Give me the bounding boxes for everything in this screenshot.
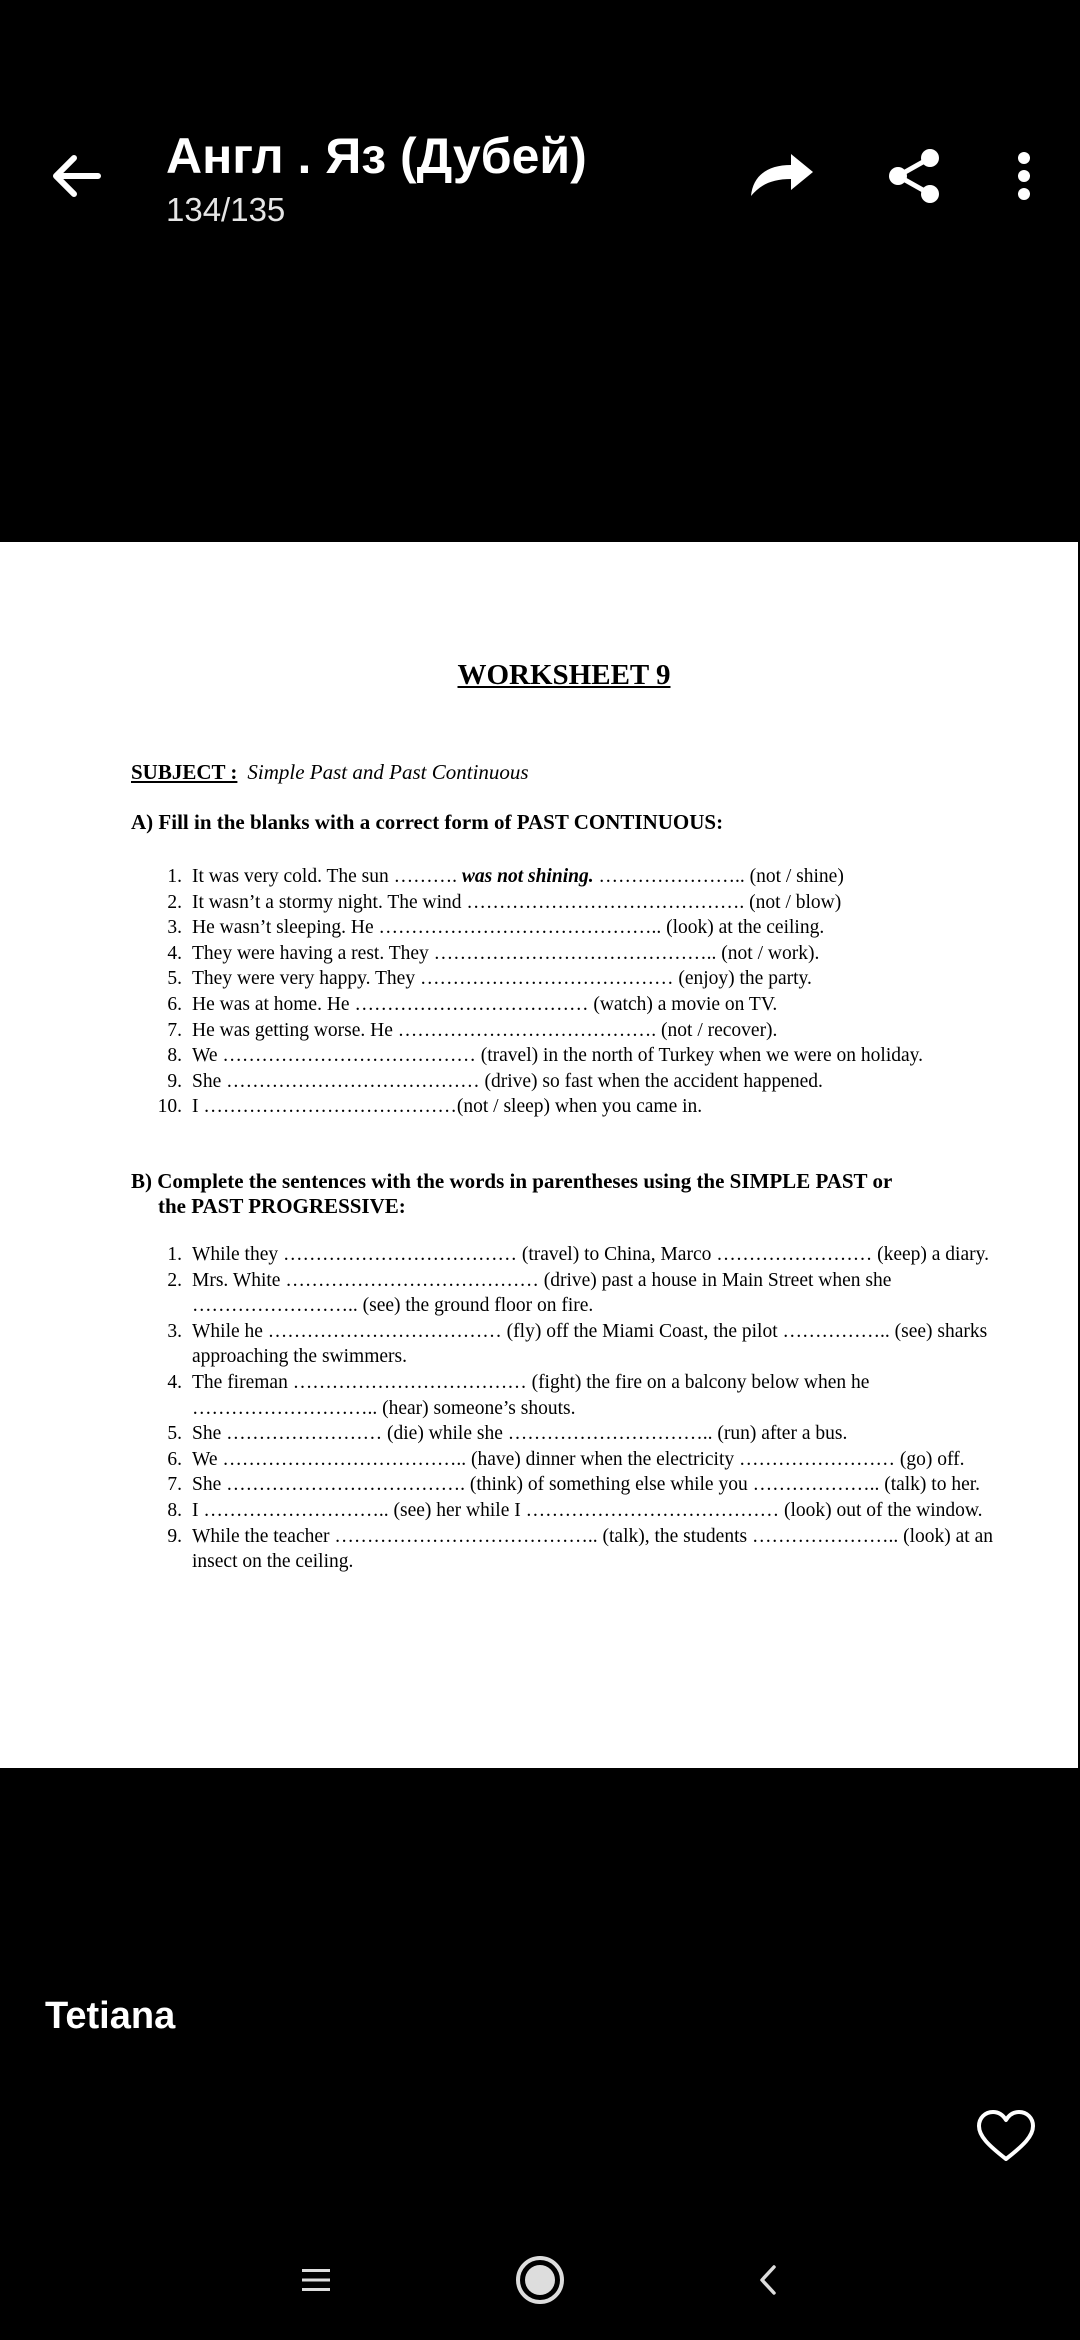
forward-share-icon: [749, 154, 815, 198]
item-text: I …………………………………(not / sleep) when you came in.: [192, 1096, 703, 1118]
item-text: He wasn’t sleeping. He …………………………………….. (look) at the ceiling.: [192, 917, 825, 939]
heart-icon: [976, 2109, 1036, 2163]
home-icon: [515, 2255, 565, 2305]
item-text: While they ……………………………… (travel) to China, Marco …………………… (keep) a diary.: [192, 1244, 989, 1265]
section-a-list: [150, 864, 1005, 1120]
share-button[interactable]: [878, 140, 950, 212]
back-button[interactable]: [40, 140, 112, 212]
section-a-heading: A) Fill in the blanks with a correct form of PAST CONTINUOUS:: [131, 810, 724, 834]
list-item: [150, 992, 1005, 1018]
section-b-list: [150, 1242, 1005, 1575]
author-name: Tetiana: [45, 1995, 176, 2037]
item-text: We ……………………………….. (have) dinner when the electricity …………………… (go) off.: [192, 1448, 965, 1470]
item-number: 1.: [167, 1244, 182, 1265]
chat-title: Англ . Яз (Дубей): [166, 128, 587, 184]
item-number: 10.: [157, 1096, 182, 1118]
item-number: 3.: [167, 917, 182, 939]
nav-back-button[interactable]: [728, 2240, 808, 2320]
item-text: They were very happy. They ………………………………… (enjoy) the party.: [192, 968, 812, 990]
item-number: 9.: [167, 1525, 182, 1547]
item-text: Mrs. White ………………………………… (drive) past a house in Main Street when she …………………….. (see) the ground floor on fire.: [192, 1269, 892, 1317]
item-text: They were having a rest. They …………………………………….. (not / work).: [192, 942, 820, 964]
item-number: 5.: [167, 968, 182, 990]
item-text: It wasn’t a stormy night. The wind ……………………………………. (not / blow): [192, 891, 842, 913]
like-button[interactable]: [970, 2103, 1042, 2169]
document-page[interactable]: [0, 542, 1078, 1768]
back-chevron-icon: [758, 2264, 778, 2296]
item-text: He was at home. He ……………………………… (watch) a movie on TV.: [192, 993, 778, 1015]
item-text: We ………………………………… (travel) in the north of Turkey when we were on holiday.: [192, 1045, 924, 1067]
list-item: [150, 1421, 1005, 1447]
item-number: 2.: [167, 891, 182, 913]
system-nav-bar: [0, 2220, 1080, 2340]
list-item: [150, 1242, 1005, 1268]
list-item: [150, 941, 1005, 967]
forward-button[interactable]: [746, 140, 818, 212]
item-text: He was getting worse. He …………………………………. (not / recover).: [192, 1019, 778, 1041]
item-number: 4.: [167, 942, 182, 964]
item-text: It was very cold. The sun ……….: [192, 866, 462, 887]
item-number: 6.: [167, 1448, 182, 1470]
list-item: [150, 1447, 1005, 1473]
item-text: I ……………………….. (see) her while I ………………………………… (look) out of the window.: [192, 1499, 983, 1521]
item-text: The fireman ……………………………… (fight) the fire on a balcony below when he ……………………….. (hear) someone’s shouts.: [192, 1371, 870, 1419]
subject-label: SUBJECT :: [131, 760, 238, 784]
item-number: 7.: [167, 1474, 182, 1496]
list-item: [150, 915, 1005, 941]
list-item: [150, 1319, 1005, 1370]
list-item: [150, 1524, 1005, 1575]
list-item: [150, 1472, 1005, 1498]
item-text: While he ……………………………… (fly) off the Miami Coast, the pilot …………….. (see) sharks approaching the swimmers.: [192, 1320, 988, 1368]
list-item: [150, 966, 1005, 992]
worksheet-title: WORKSHEET 9: [457, 659, 671, 691]
list-item: [150, 1094, 1005, 1120]
item-number: 7.: [167, 1019, 182, 1041]
page-counter: 134/135: [166, 191, 286, 228]
item-number: 9.: [167, 1070, 182, 1092]
section-b-heading-line2: the PAST PROGRESSIVE:: [158, 1194, 406, 1218]
list-item: [150, 890, 1005, 916]
back-arrow-icon: [50, 152, 102, 200]
item-number: 8.: [167, 1045, 182, 1067]
recents-button[interactable]: [276, 2240, 356, 2320]
item-number: 3.: [167, 1320, 182, 1342]
item-text: She …………………… (die) while she ………………………….. (run) after a bus.: [192, 1423, 848, 1445]
list-item: [150, 1268, 1005, 1319]
list-item: [150, 1069, 1005, 1095]
share-icon: [888, 148, 940, 204]
item-number: 4.: [167, 1371, 182, 1393]
subject-value: Simple Past and Past Continuous: [247, 760, 529, 784]
item-text-end: ………………….. (not / shine): [593, 866, 844, 887]
item-text: She ………………………………… (drive) so fast when the accident happened.: [192, 1070, 823, 1092]
list-item: [150, 1018, 1005, 1044]
list-item: [150, 1370, 1005, 1421]
section-b-heading-line1: B) Complete the sentences with the words in parentheses using the SIMPLE PAST or: [131, 1169, 893, 1193]
subject-line: [131, 760, 529, 785]
item-number: 5.: [167, 1423, 182, 1445]
recents-icon: [301, 2268, 331, 2292]
item-number: 1.: [167, 866, 182, 887]
section-b-heading: [131, 1169, 951, 1219]
list-item: [150, 1498, 1005, 1524]
item-text: She ………………………………. (think) of something else while you ……………….. (talk) to her.: [192, 1474, 981, 1496]
item-number: 2.: [167, 1269, 182, 1291]
title-block: [166, 126, 726, 232]
item-number: 8.: [167, 1499, 182, 1521]
item-answer: was not shining.: [461, 866, 594, 887]
more-options-button[interactable]: [988, 140, 1060, 212]
top-app-bar: [0, 0, 1080, 240]
list-item: [150, 1043, 1005, 1069]
item-number: 6.: [167, 993, 182, 1015]
list-item: [150, 864, 1005, 890]
more-vertical-icon: [1016, 151, 1032, 201]
item-text: While the teacher ………………………………….. (talk), the students ………………….. (look) at an insect on the ceiling.: [192, 1525, 993, 1573]
home-button[interactable]: [500, 2240, 580, 2320]
